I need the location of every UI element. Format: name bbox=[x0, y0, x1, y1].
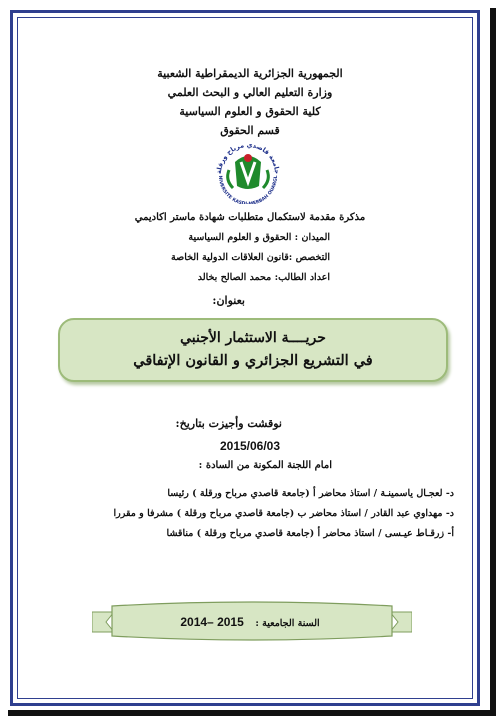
logo-right-leaf bbox=[263, 170, 268, 188]
faculty-name: كلية الحقوق و العلوم السياسية bbox=[179, 105, 321, 118]
republic-name: الجمهورية الجزائرية الديمقراطية الشعبية bbox=[157, 67, 343, 80]
logo-red-dot bbox=[244, 154, 252, 162]
academic-year bbox=[120, 611, 380, 630]
academic-year-label: السنة الجامعية : bbox=[255, 618, 320, 629]
field-line: الميدان : الحقوق و العلوم السياسية bbox=[188, 232, 330, 243]
defense-date: 2015/06/03 bbox=[219, 439, 281, 453]
logo-latin-text: NIVERSITE KAS ERBAH OUARGL bbox=[216, 175, 280, 204]
thesis-title-box bbox=[58, 318, 448, 382]
university-logo bbox=[213, 140, 283, 204]
logo-arabic-text: جامعة قاصدي مرباح ورقلة bbox=[214, 140, 282, 175]
memo-statement: مذكرة مقدمة لاستكمال متطلبات شهادة ماستر اكاديمي bbox=[134, 212, 366, 223]
specialty-line: التخصص :قانون العلاقات الدولية الخاصة bbox=[171, 252, 330, 263]
thesis-title-line1: حريــــة الاستثمار الأجنبي bbox=[180, 330, 326, 346]
committee-member-supervisor: د- مهداوي عبد القادر / استاذ محاضر ب (جامعة قاصدي مرباح ورقلة ) مشرفا و مقررا bbox=[113, 508, 454, 519]
ministry-name: وزارة التعليم العالي و البحث العلمي bbox=[167, 86, 333, 99]
committee-label: امام اللجنة المكونة من السادة : bbox=[198, 460, 332, 471]
page-shadow-bottom bbox=[8, 710, 496, 716]
logo-left-leaf bbox=[228, 170, 233, 188]
student-line: اعداد الطالب: محمد الصالح بخالد bbox=[197, 272, 330, 283]
academic-year-value: 2014– 2015 bbox=[180, 615, 244, 629]
title-label: بعنوان: bbox=[212, 294, 245, 307]
thesis-title-line2: في التشريع الجزائري و القانون الإتفاقي bbox=[133, 352, 373, 369]
department-name: قسم الحقوق bbox=[220, 124, 280, 137]
committee-member-president: د- لعجـال ياسمينـة / استاذ محاضر أ (جامعة قاصدي مرباح ورقلة ) رئيسا bbox=[167, 488, 454, 499]
defense-label: نوقشت وأجيزت بتاريخ: bbox=[175, 417, 282, 430]
committee-member-examiner: أ- زرقـاط عيـسى / استاذ محاضر أ (جامعة قاصدي مرباح ورقلة ) مناقشا bbox=[166, 528, 454, 539]
